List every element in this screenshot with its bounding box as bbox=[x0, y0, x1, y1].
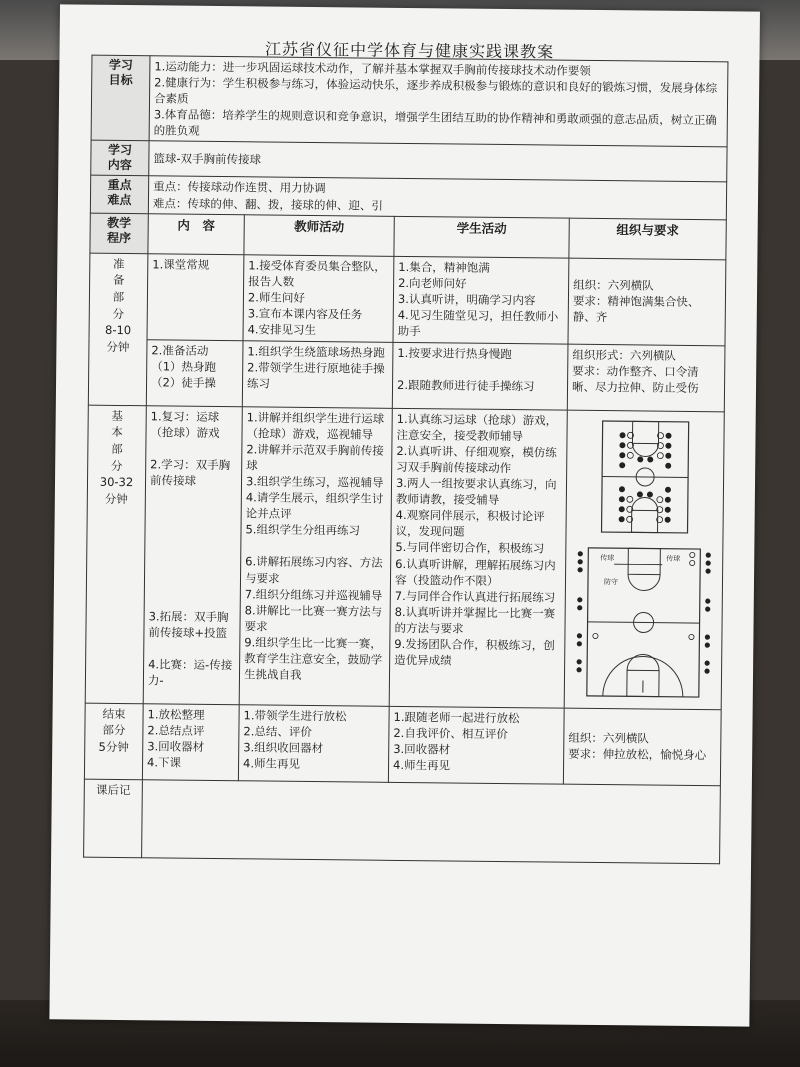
prep-section-label: 准 备 部 分 8-10 分钟 bbox=[88, 253, 148, 406]
diagram-label-pass-right: 传球 bbox=[666, 554, 681, 563]
objectives-row bbox=[91, 55, 728, 147]
prep-1-content: 1.课堂常规 bbox=[147, 253, 244, 340]
content-text: 篮球-双手胸前传接球 bbox=[149, 141, 727, 182]
prep-2-teacher: 1.组织学生绕篮球场热身跑 2.带领学生进行原地徒手操练习 bbox=[242, 340, 393, 408]
lesson-plan-sheet bbox=[49, 4, 760, 1026]
prep-1-org: 组织：六列横队 要求：精神饱满集合快、静、齐 bbox=[568, 258, 726, 346]
header-row bbox=[90, 213, 726, 260]
prep-2-org: 组织形式：六列横队 要求：动作整齐、口令清晰、尽力拉伸、防止受伤 bbox=[567, 344, 725, 412]
after-class-label: 课后记 bbox=[84, 779, 143, 858]
end-row bbox=[84, 703, 721, 786]
header-teacher: 教师活动 bbox=[244, 214, 394, 256]
diagram-label-pass-left: 传球 bbox=[600, 553, 615, 562]
diagram-label-defense: 防守 bbox=[603, 577, 619, 586]
basic-row bbox=[85, 405, 724, 710]
keypoints-label: 重点 难点 bbox=[90, 176, 148, 214]
basic-student: 1.认真练习运球（抢球）游戏，注意安全，接受教师辅导 2.认真听讲、仔细观察，模仿练习双手胸前传接球动作 3.两人一组按要求认真练习，向教师请教，接受辅导 4.观察同伴展示，积极讨论评议，发现问题 5.与同伴密切合作，积极练习 6.认真听讲解，理解拓展练习内容（投篮动作不限） 7.与同伴合作认真进行拓展练习 8.认真听讲并掌握比一比赛一赛的方法与要求 9.发扬团队合作，积极练习，创造优异成绩 bbox=[389, 408, 567, 708]
prep-row-2 bbox=[88, 339, 725, 412]
header-student: 学生活动 bbox=[394, 216, 569, 258]
end-section-label: 结束 部分 5分钟 bbox=[84, 703, 143, 780]
basic-content: 1.复习：运球（抢球）游戏 2.学习：双手胸前传接球 3.拓展：双手胸前传接球+投篮 4.比赛：运-传接力- bbox=[143, 405, 242, 704]
lesson-plan-table bbox=[83, 55, 728, 864]
header-procedure: 教学 程序 bbox=[90, 213, 148, 254]
basic-section-label: 基 本 部 分 30-32 分钟 bbox=[85, 405, 146, 704]
end-student: 1.跟随老师一起进行放松 2.自我评价、相互评价 3.回收器材 4.师生再见 bbox=[388, 706, 564, 784]
prep-1-teacher: 1.接受体育委员集合整队，报告人数 2.师生问好 3.宣布本课内容及任务 4.安排见习生 bbox=[243, 254, 394, 342]
end-org: 组织：六列横队 要求：伸拉放松，愉悦身心 bbox=[563, 708, 721, 786]
drill-court-diagram bbox=[600, 419, 691, 535]
after-class-row bbox=[84, 779, 721, 864]
basic-org bbox=[564, 410, 724, 710]
end-teacher: 1.带领学生进行放松 2.总结、评价 3.组织收回器材 4.师生再见 bbox=[238, 704, 389, 782]
after-class-notes bbox=[142, 779, 721, 863]
passing-court-diagram bbox=[573, 539, 715, 700]
header-content: 内 容 bbox=[148, 213, 244, 254]
prep-2-student: 1.按要求进行热身慢跑 2.跟随教师进行徒手操练习 bbox=[392, 342, 568, 410]
content-label: 学习 内容 bbox=[91, 141, 149, 177]
objectives-label: 学习 目标 bbox=[91, 55, 150, 141]
document-title: 江苏省仪征中学体育与健康实践课教案 bbox=[264, 39, 555, 62]
basic-teacher: 1.讲解并组织学生进行运球（抢球）游戏，巡视辅导 2.讲解并示范双手胸前传接球 3.组织学生练习，巡视辅导 4.请学生展示，组织学生讨论并点评 5.组织学生分组再练习 6.讲解拓展练习内容、方法与要求 7.组织分组练习并巡视辅导 8.讲解比一比赛一赛方法与要求 9.组织学生比一比赛一赛，教育学生注意安全，鼓励学生挑战自我 bbox=[239, 406, 392, 706]
prep-2-content: 2.准备活动 （1）热身跑 （2）徒手操 bbox=[146, 339, 243, 406]
objectives-text: 1.运动能力：进一步巩固运球技术动作，了解并基本掌握双手胸前传接球技术动作要领 2.健康行为：学生积极参与练习，体验运动快乐，逐步养成积极参与锻炼的意识和良好的锻炼习惯，发展身体综合素质 3.体育品德：培养学生的规则意识和竞争意识，增强学生团结互助的协作精神和勇敢顽强的意志品质，树立正确的胜负观 bbox=[149, 56, 728, 148]
keypoints-text: 重点：传接球动作连贯、用力协调 难点：传球的伸、翻、拨，接球的伸、迎、引 bbox=[148, 176, 726, 219]
header-org: 组织与要求 bbox=[569, 218, 726, 260]
prep-1-student: 1.集合，精神饱满 2.向老师问好 3.认真听讲，明确学习内容 4.见习生随堂见习，担任教师小助手 bbox=[393, 256, 569, 344]
end-content: 1.放松整理 2.总结点评 3.回收器材 4.下课 bbox=[142, 703, 239, 780]
prep-row-1 bbox=[89, 253, 726, 346]
